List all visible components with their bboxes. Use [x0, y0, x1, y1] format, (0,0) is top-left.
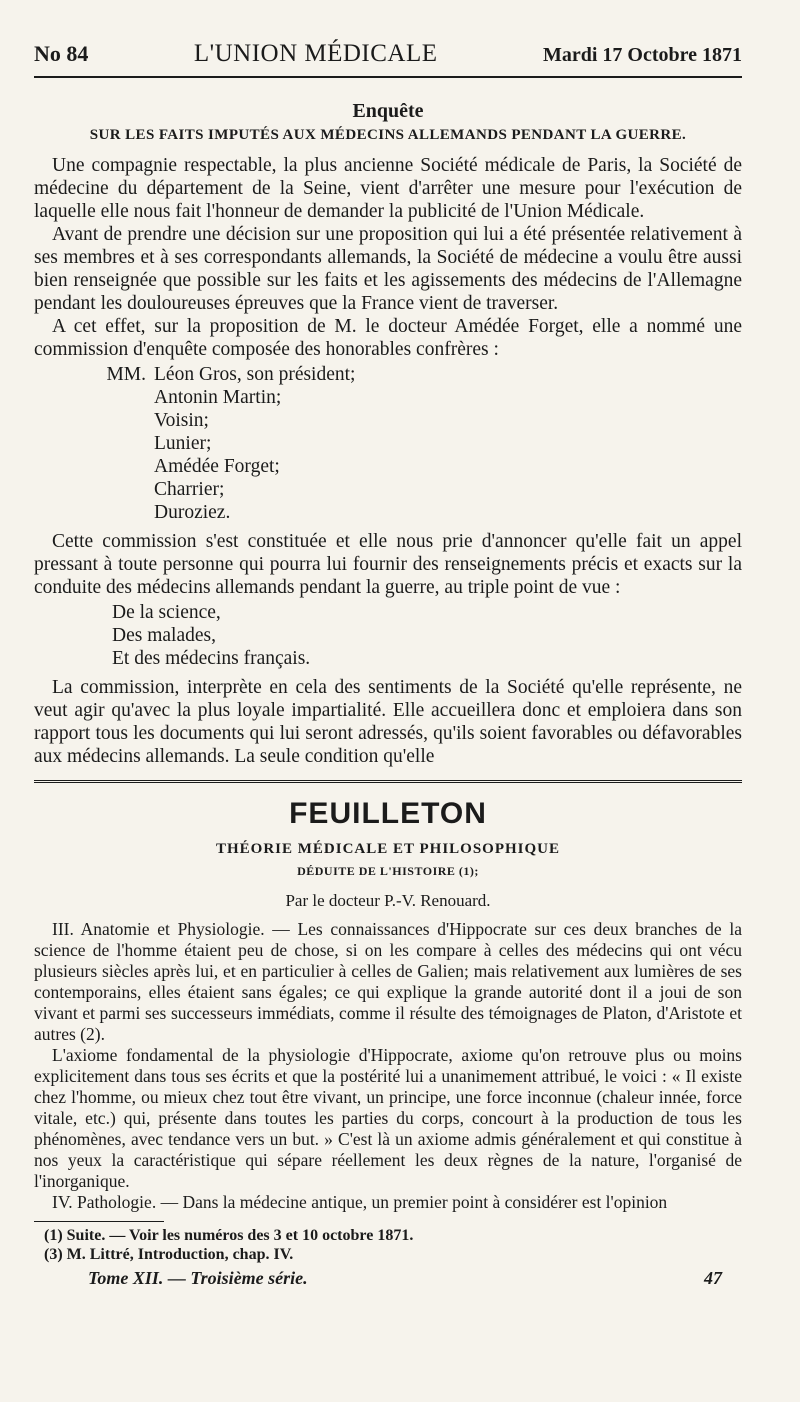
point-item: De la science,	[112, 602, 221, 623]
feuilleton-paragraph-1: III. Anatomie et Physiologie. — Les connaissances d'Hippocrate sur ces deux branches de la science de l'homme étaient peu de chose, si on les compare à celles des médecins qui ont vécu plusieurs siècles après lui, et en particulier à celles de Galien; mais relativement aux lumières de ses contemporains, elles étaient sans égales; ce qui explique la grande autorité dont il a joui de son vivant et parmi ses successeurs immédiats, comme il résulte des témoignages de Platon, d'Aristote et autres (2).	[34, 919, 742, 1044]
feuilleton-paragraph-3: IV. Pathologie. — Dans la médecine antique, un premier point à considérer est l'opinion	[52, 1192, 668, 1212]
running-head	[34, 0, 742, 70]
article-paragraph-4: Cette commission s'est constituée et elle nous prie d'annoncer qu'elle fait un appel pressant à toute personne qui pourra lui fournir des renseignements précis et exacts sur la conduite des médecins allemands pendant la guerre, au triple point de vue :	[34, 531, 742, 598]
member-name: Lunier;	[154, 433, 212, 454]
feuilleton-paragraph-2: L'axiome fondamental de la physiologie d'Hippocrate, axiome qu'on retrouve plus ou moins explicitement dans tous ses écrits et que la postérité lui a unanimement attribué, le voici : « Il existe chez l'homme, ou mieux chez tout être vivant, un principe, une force inconnue (chaleur innée, force vitale, etc.) qui, présente dans toutes les parties du corps, concourt à la production de tous les phénomènes, avec tendance vers un but. » C'est là un axiome admis généralement et qui constitue à nos yeux la caractéristique qui sépare réellement les deux règnes de la nature, l'organisé de l'inorganique.	[34, 1045, 742, 1191]
feuilleton-subtitle: DÉDUITE DE L'HISTOIRE (1);	[297, 864, 479, 878]
issue-date: Mardi 17 Octobre 1871	[542, 44, 742, 66]
member-row	[34, 432, 742, 455]
footnote: (1) Suite. — Voir les numéros des 3 et 10 octobre 1871.	[44, 1227, 414, 1244]
point-item: Des malades,	[112, 625, 216, 646]
member-row	[34, 363, 742, 386]
member-row	[34, 501, 742, 524]
member-row	[34, 478, 742, 501]
feuilleton-title: THÉORIE MÉDICALE ET PHILOSOPHIQUE	[215, 841, 561, 857]
member-name: Duroziez.	[154, 502, 231, 523]
article-title: Enquête	[352, 100, 424, 122]
points-of-view	[34, 601, 742, 670]
point-item: Et des médecins français.	[112, 648, 311, 669]
member-row	[34, 386, 742, 409]
feuilleton-heading: FEUILLETON	[289, 797, 487, 830]
article-paragraph-3: A cet effet, sur la proposition de M. le docteur Amédée Forget, elle a nommé une commission d'enquête composée des honorables confrères :	[34, 316, 742, 360]
commission-members	[34, 363, 742, 524]
page-footer	[34, 1264, 742, 1289]
members-lead: MM.	[106, 364, 146, 385]
article-paragraph-5: La commission, interprète en cela des sentiments de la Société qu'elle représente, ne veut agir qu'avec la plus loyale impartialité. Elle accueillera donc et emploiera dans son rapport tous les documents qui lui seront adressés, qu'ils soient favorables ou défavorables aux médecins allemands. La seule condition qu'elle	[34, 677, 742, 767]
member-row	[34, 409, 742, 432]
member-name: Charrier;	[154, 479, 225, 500]
page-number: 47	[704, 1268, 722, 1288]
member-name: Amédée Forget;	[154, 456, 280, 477]
article-paragraph-1: Une compagnie respectable, la plus ancienne Société médicale de Paris, la Société de médecine du département de la Seine, vient d'arrêter une mesure pour l'exécution de laquelle elle nous fait l'honneur de demander la publicité de l'Union Médicale.	[34, 155, 742, 222]
feuilleton-body	[34, 919, 742, 1213]
section-rule	[34, 780, 742, 783]
member-name: Léon Gros, son président;	[154, 364, 356, 385]
footnote: (3) M. Littré, Introduction, chap. IV.	[44, 1246, 294, 1263]
member-row	[34, 455, 742, 478]
header-rule	[34, 76, 742, 78]
feuilleton-author: Par le docteur P.-V. Renouard.	[285, 891, 491, 910]
article-paragraph-2: Avant de prendre une décision sur une proposition qui lui a été présentée relativement à ses membres et à ses correspondants allemands, la Société de médecine a voulu être aussi bien renseignée que possible sur les faits et les agissements des médecins de l'Allemagne pendant les douloureuses épreuves que la France vient de traverser.	[34, 224, 742, 314]
member-name: Antonin Martin;	[154, 387, 282, 408]
article-subtitle: SUR LES FAITS IMPUTÉS AUX MÉDECINS ALLEMANDS PENDANT LA GUERRE.	[89, 127, 687, 143]
issue-number: No 84	[34, 41, 89, 66]
member-name: Voisin;	[154, 410, 209, 431]
journal-title: L'UNION MÉDICALE	[193, 40, 438, 67]
volume-label: Tome XII. — Troisième série.	[88, 1268, 308, 1288]
footnote-rule	[34, 1221, 164, 1222]
